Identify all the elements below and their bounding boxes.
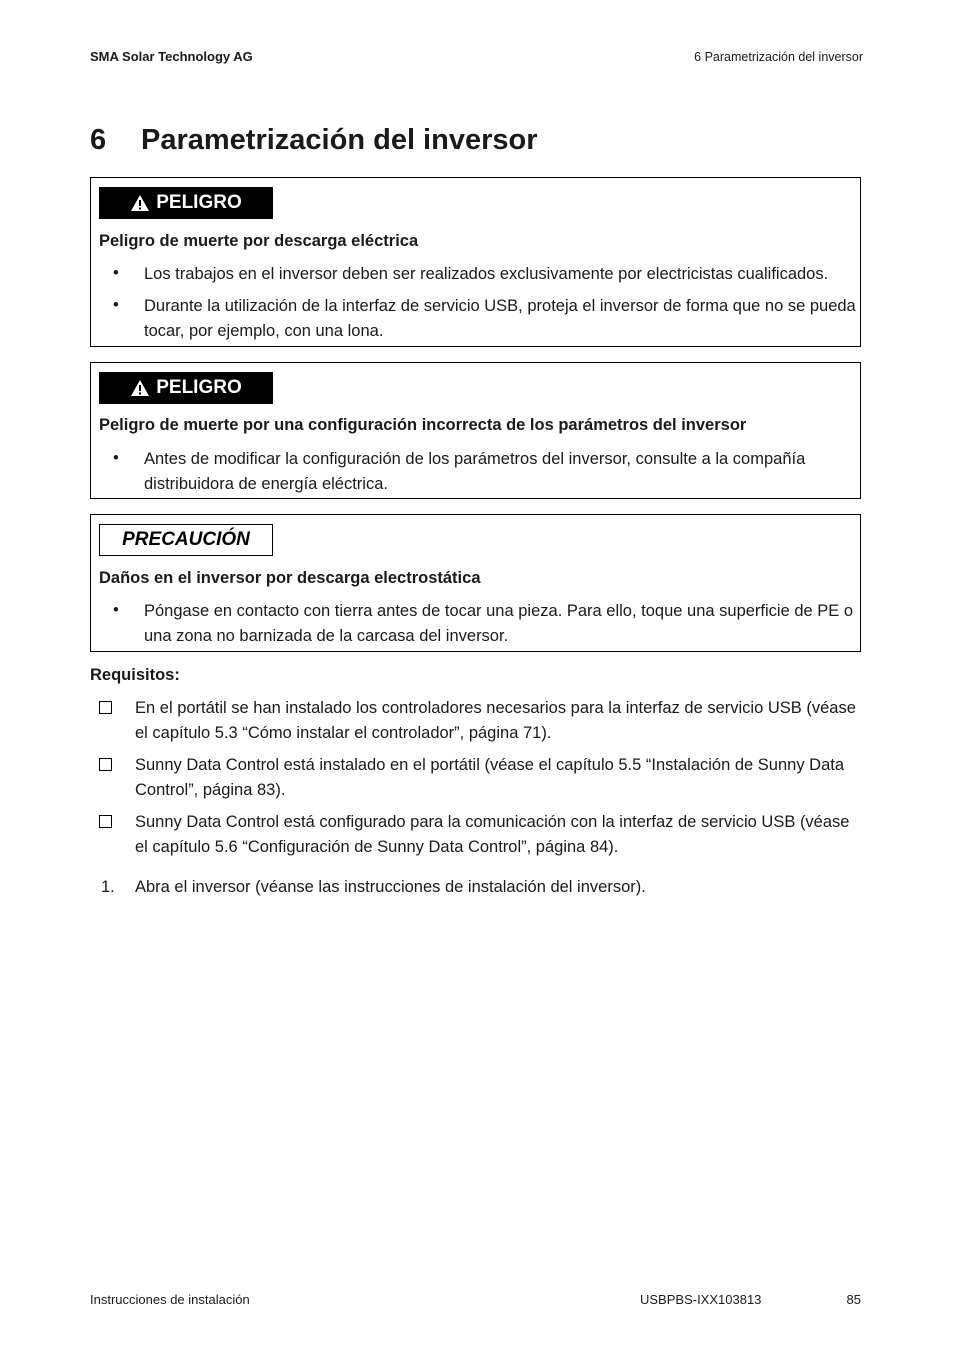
footer-doc-type: Instrucciones de instalación [90,1292,250,1307]
badge-label: PELIGRO [156,377,242,398]
danger-box-parameters [90,362,861,499]
bullet-text: Durante la utilización de la interfaz de servicio USB, proteja el inversor de forma que no se pueda tocar, por ejemplo, con una lona. [144,297,856,340]
requirement-item: Sunny Data Control está instalado en el portátil (véase el capítulo 5.5 “Instalación de Sunny Data Control”, página 83). [135,756,845,799]
badge-label: PELIGRO [156,192,242,213]
danger-badge [99,372,273,404]
bullet-text: Antes de modificar la configuración de los parámetros del inversor, consulte a la compañía distribuidora de energía eléctrica. [144,450,806,493]
step-number: 1. [101,878,115,896]
checkbox-icon [99,758,112,771]
bullet-marker: • [113,264,119,282]
danger-box-electric [90,177,861,347]
warning-triangle-icon [130,379,150,397]
danger-badge [99,187,273,219]
box-heading: Peligro de muerte por descarga eléctrica [99,232,419,250]
chapter-title: Parametrización del inversor [141,124,538,156]
footer-doc-code: USBPBS-IXX103813 [640,1292,762,1307]
checkbox-icon [99,815,112,828]
box-heading: Daños en el inversor por descarga electrostática [99,569,481,587]
requirements-label: Requisitos: [90,666,180,684]
bullet-marker: • [113,601,119,619]
bullet-marker: • [113,449,119,467]
checkbox-icon [99,701,112,714]
step-text: Abra el inversor (véanse las instrucciones de instalación del inversor). [135,878,646,896]
bullet-text: Los trabajos en el inversor deben ser realizados exclusivamente por electricistas cualificados. [144,265,829,283]
header-chapter: 6 Parametrización del inversor [694,50,863,64]
requirement-item: Sunny Data Control está configurado para la comunicación con la interfaz de servicio USB (véase el capítulo 5.6 “Configuración de Sunny Data Control”, página 84). [135,813,850,856]
bullet-marker: • [113,296,119,314]
footer-page-number: 85 [846,1292,861,1307]
caution-box-electrostatic [90,514,861,652]
chapter-number: 6 [90,124,107,156]
bullet-text: Póngase en contacto con tierra antes de tocar una pieza. Para ello, toque una superficie de PE o una zona no barnizada de la carcasa del inversor. [144,602,854,645]
warning-triangle-icon [130,194,150,212]
page-title [90,124,538,157]
box-heading: Peligro de muerte por una configuración incorrecta de los parámetros del inversor [99,416,747,434]
caution-badge [99,524,273,556]
header-company: SMA Solar Technology AG [90,49,253,64]
requirement-item: En el portátil se han instalado los controladores necesarios para la interfaz de servicio USB (véase el capítulo 5.3 “Cómo instalar el controlador”, página 71). [135,699,856,742]
badge-label: PRECAUCIÓN [122,529,250,550]
